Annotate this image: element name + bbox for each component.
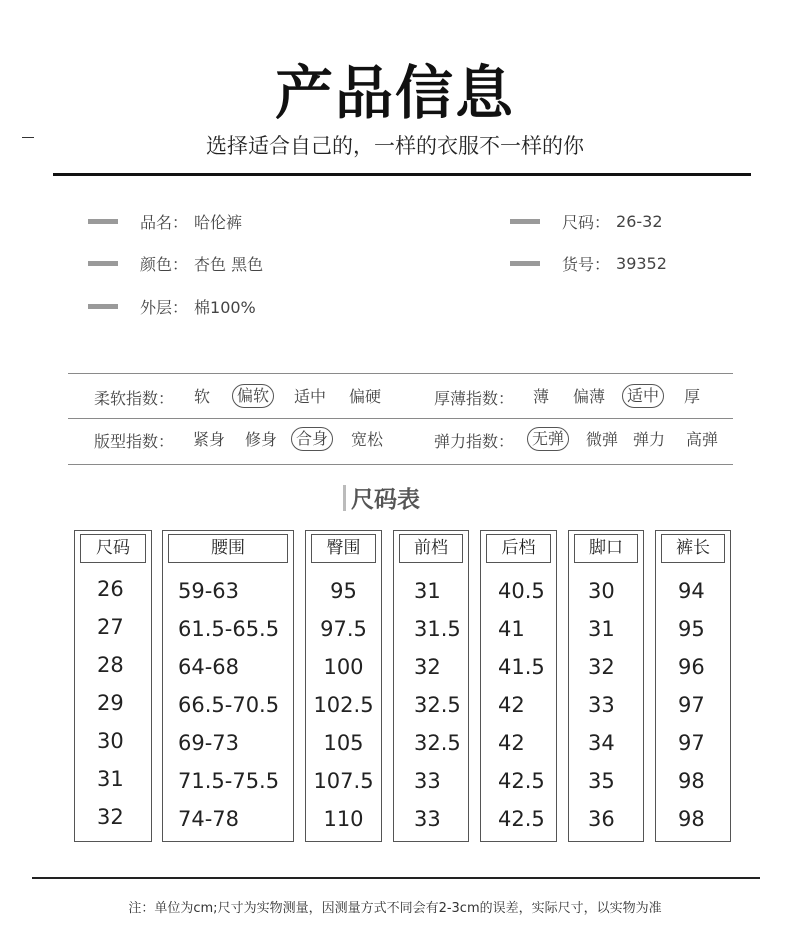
table-cell: 74-78 (178, 807, 240, 831)
table-cell: 31 (414, 579, 441, 603)
column-header: 后档 (486, 534, 551, 563)
title-accent-mark (343, 485, 346, 511)
info-outer (88, 295, 256, 318)
softness-option: 适中 (294, 387, 327, 406)
table-cell: 31.5 (414, 617, 461, 641)
table-cell: 64-68 (178, 655, 240, 679)
info-name (88, 210, 242, 233)
column-header: 裤长 (661, 534, 725, 563)
table-cell: 42 (498, 693, 525, 717)
info-outer-label: 外层： (140, 298, 189, 317)
table-cell: 26 (97, 577, 124, 601)
softness-option: 偏硬 (349, 387, 382, 406)
softness-label: 柔软指数： (94, 389, 175, 408)
footer-note: 注：单位为cm;尺寸为实物测量，因测量方式不同会有2-3cm的误差，实际尺寸，以实物为准 (128, 901, 662, 916)
table-cell: 42 (498, 731, 525, 755)
table-cell: 42.5 (498, 769, 545, 793)
thickness-option: 薄 (533, 387, 550, 406)
column-header: 腰围 (168, 534, 288, 563)
footer-divider (32, 877, 760, 879)
table-cell: 33 (588, 693, 615, 717)
table-cell: 96 (678, 655, 705, 679)
softness-option-selected: 偏软 (232, 384, 274, 408)
fit-option-selected: 合身 (291, 427, 333, 451)
thickness-option: 偏薄 (573, 387, 606, 406)
size-column-front-rise (393, 530, 469, 842)
table-cell: 105 (323, 731, 364, 755)
fit-option: 宽松 (351, 430, 384, 449)
table-cell: 94 (678, 579, 705, 603)
table-cell: 98 (678, 769, 705, 793)
softness-option: 软 (194, 387, 211, 406)
table-cell: 31 (97, 767, 124, 791)
table-cell: 102.5 (313, 693, 374, 717)
table-cell: 30 (97, 729, 124, 753)
info-size-label: 尺码： (562, 213, 611, 232)
size-column-waist (162, 530, 294, 842)
info-bullet (88, 219, 118, 224)
table-cell: 100 (323, 655, 364, 679)
size-chart-title-text: 尺码表 (351, 487, 420, 513)
table-cell: 59-63 (178, 579, 240, 603)
table-cell: 110 (323, 807, 364, 831)
column-header: 臀围 (311, 534, 376, 563)
table-cell: 28 (97, 653, 124, 677)
table-cell: 95 (330, 579, 357, 603)
table-cell: 41 (498, 617, 525, 641)
header-divider (53, 173, 751, 176)
table-cell: 71.5-75.5 (178, 769, 280, 793)
size-column-leg-opening (568, 530, 644, 842)
info-bullet (510, 219, 540, 224)
index-divider-top (68, 373, 733, 374)
size-column-back-rise (480, 530, 557, 842)
table-cell: 97 (678, 693, 705, 717)
table-cell: 35 (588, 769, 615, 793)
table-cell: 61.5-65.5 (178, 617, 280, 641)
index-divider-middle (68, 418, 733, 419)
table-cell: 36 (588, 807, 615, 831)
info-item-no (510, 252, 667, 275)
fit-label: 版型指数： (94, 432, 175, 451)
table-cell: 30 (588, 579, 615, 603)
size-column-hip (305, 530, 382, 842)
info-color (88, 252, 263, 275)
fit-option: 修身 (245, 430, 278, 449)
info-bullet (510, 261, 540, 266)
size-column-size (74, 530, 152, 842)
size-column-length (655, 530, 731, 842)
elasticity-option: 高弹 (686, 430, 719, 449)
table-cell: 41.5 (498, 655, 545, 679)
table-cell: 40.5 (498, 579, 545, 603)
table-cell: 32.5 (414, 731, 461, 755)
column-header: 脚口 (574, 534, 638, 563)
elasticity-option-selected: 无弹 (527, 427, 569, 451)
table-cell: 34 (588, 731, 615, 755)
index-divider-bottom (68, 464, 733, 465)
elasticity-option: 弹力 (633, 430, 666, 449)
fit-option: 紧身 (193, 430, 226, 449)
info-name-label: 品名： (140, 213, 189, 232)
table-cell: 29 (97, 691, 124, 715)
table-cell: 33 (414, 769, 441, 793)
info-size-value: 26-32 (616, 212, 663, 231)
elasticity-option: 微弹 (586, 430, 619, 449)
table-cell: 27 (97, 615, 124, 639)
table-cell: 107.5 (313, 769, 374, 793)
info-color-label: 颜色： (140, 255, 189, 274)
table-cell: 98 (678, 807, 705, 831)
info-item-no-value: 39352 (616, 254, 667, 273)
page-subtitle: 选择适合自己的，一样的衣服不一样的你 (206, 134, 584, 158)
info-bullet (88, 261, 118, 266)
table-cell: 69-73 (178, 731, 240, 755)
table-cell: 31 (588, 617, 615, 641)
table-cell: 97 (678, 731, 705, 755)
thickness-option-selected: 适中 (622, 384, 664, 408)
elasticity-label: 弹力指数： (434, 432, 515, 451)
size-chart-title (343, 481, 420, 514)
table-cell: 32 (588, 655, 615, 679)
thickness-option: 厚 (684, 387, 701, 406)
info-item-no-label: 货号： (562, 255, 611, 274)
table-cell: 32 (414, 655, 441, 679)
column-header: 尺码 (80, 534, 146, 563)
info-name-value: 哈伦裤 (194, 213, 243, 232)
info-bullet (88, 304, 118, 309)
info-size (510, 210, 663, 233)
info-color-value: 杏色 黑色 (194, 255, 264, 274)
info-outer-value: 棉100% (194, 298, 256, 317)
table-cell: 66.5-70.5 (178, 693, 280, 717)
table-cell: 42.5 (498, 807, 545, 831)
thickness-label: 厚薄指数： (434, 389, 515, 408)
page-title: 产品信息 (274, 59, 515, 127)
table-cell: 32.5 (414, 693, 461, 717)
table-cell: 95 (678, 617, 705, 641)
column-header: 前档 (399, 534, 463, 563)
table-cell: 97.5 (320, 617, 367, 641)
table-cell: 33 (414, 807, 441, 831)
table-cell: 32 (97, 805, 124, 829)
